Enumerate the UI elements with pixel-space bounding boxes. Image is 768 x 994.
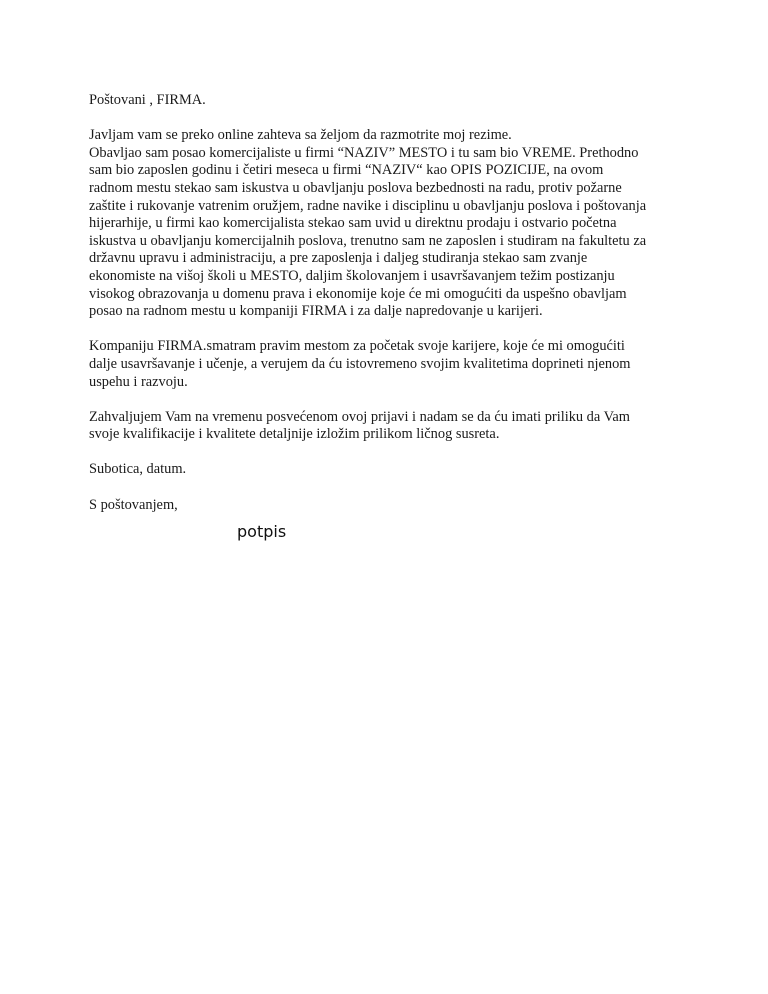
- text-line: Obavljao sam posao komercijaliste u firmi “NAZIV” MESTO i tu sam bio VREME. Prethodno: [89, 144, 639, 161]
- paragraph-company: [89, 338, 689, 391]
- text-line: radnom mestu stekao sam iskustva u obavljanju poslova bezbednosti na radu, protiv požarne: [89, 179, 622, 196]
- closing-line: S poštovanjem,: [89, 496, 178, 513]
- text-line: Zahvaljujem Vam na vremenu posvećenom ovoj prijavi i nadam se da ću imati priliku da Vam: [89, 408, 630, 425]
- text-line: dalje usavršavanje i učenje, a verujem da ću istovremeno svojim kvalitetima doprineti njenom: [89, 355, 631, 372]
- cover-letter: [89, 92, 689, 532]
- text-line: iskustva u obavljanju komercijalnih poslova, trenutno sam ne zaposlen i studiram na fakultetu za: [89, 232, 647, 249]
- closing: [89, 497, 689, 515]
- paragraph-thanks: [89, 409, 689, 444]
- text-line: visokog obrazovanja u domenu prava i ekonomije koje će mi omogućiti da uspešno obavljam: [89, 285, 627, 302]
- place-date: [89, 461, 689, 479]
- signature: potpis: [237, 522, 287, 541]
- text-line: zaštite i rukovanje vatrenim oružjem, radne navike i disciplinu u obavljanju poslova i poštovanja: [89, 197, 647, 214]
- place-date-line: Subotica, datum.: [89, 461, 187, 478]
- text-line: Javljam vam se preko online zahteva sa željom da razmotrite moj rezime.: [89, 127, 512, 144]
- text-line: ekonomiste na višoj školi u MESTO, daljim školovanjem i usavršavanjem težim postizanju: [89, 267, 615, 284]
- paragraph-introduction: [89, 127, 689, 321]
- text-line: državnu upravu i administraciju, a pre zaposlenja i daljeg studiranja stekao sam zvanje: [89, 250, 588, 267]
- text-line: Kompaniju FIRMA.smatram pravim mestom za početak svoje karijere, koje će mi omogućiti: [89, 338, 625, 355]
- text-line: posao na radnom mestu u kompaniji FIRMA i za dalje napredovanje u karijeri.: [89, 303, 543, 320]
- text-line: sam bio zaposlen godinu i četiri meseca u firmi “NAZIV“ kao OPIS POZICIJE, na ovom: [89, 162, 604, 179]
- text-line: hijerarhije, u firmi kao komercijalista stekao sam uvid u direktnu prodaju i ostvario početna: [89, 215, 617, 232]
- greeting-line: Poštovani , FIRMA.: [89, 92, 206, 108]
- text-line: svoje kvalifikacije i kvalitete detaljnije izložim prilikom ličnog susreta.: [89, 426, 500, 443]
- greeting: [89, 92, 689, 110]
- text-line: uspehu i razvoju.: [89, 373, 188, 390]
